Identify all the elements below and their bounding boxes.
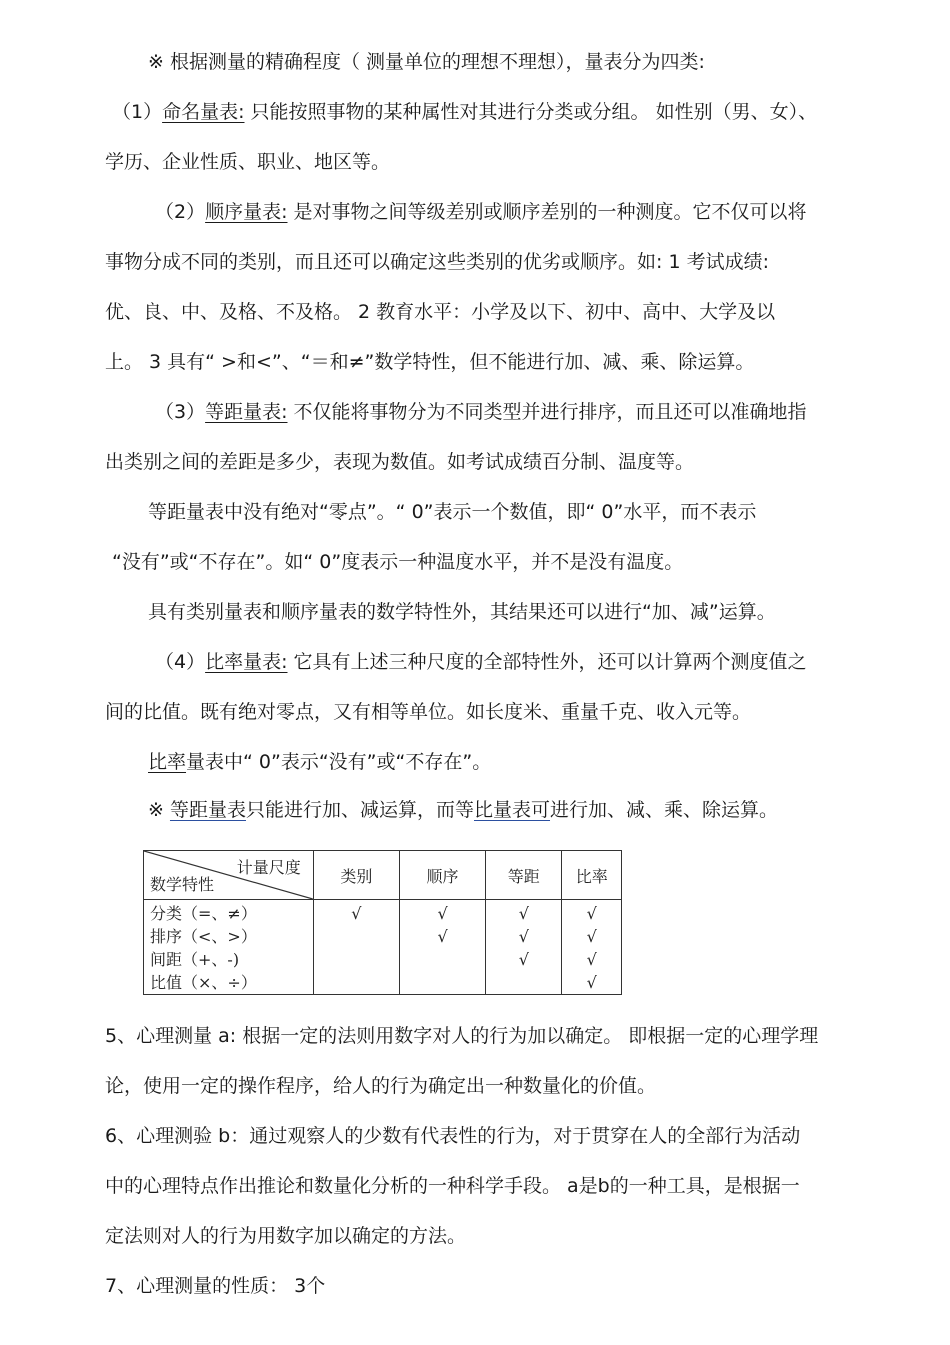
row-label: 分类（=、≠） bbox=[150, 904, 257, 923]
interval-scale-link: 等距量表 bbox=[169, 799, 246, 821]
section-6-line-3: 定法则对人的行为用数字加以确定的方法。 bbox=[105, 1225, 467, 1247]
item-number: （2） bbox=[155, 201, 206, 223]
operations-text: 只能进行加、减运算，而等 bbox=[245, 799, 474, 821]
row-labels bbox=[144, 900, 314, 995]
section-6-line: 6、心理测验 b：通过观察人的少数有代表性的行为，对于贯穿在人的全部行为活动 bbox=[105, 1125, 801, 1147]
table-header-row bbox=[144, 851, 622, 900]
check-mark: √ bbox=[518, 950, 529, 969]
ordinal-column-marks bbox=[399, 900, 485, 995]
ratio-scale-text: 它具有上述三种尺度的全部特性外，还可以计算两个测度值之 bbox=[287, 651, 807, 673]
ratio-term: 比率 bbox=[148, 751, 187, 773]
row-label: 间距（+、-) bbox=[150, 950, 240, 969]
intro-line: ※ 根据测量的精确程度（ 测量单位的理想不理想），量表分为四类: bbox=[148, 51, 705, 73]
ratio-scale-link: 比量表可 bbox=[474, 799, 551, 821]
interval-zero-line: 等距量表中没有绝对“零点”。“ 0”表示一个数值，即“ 0”水平，而不表示 bbox=[148, 501, 757, 523]
interval-property-line: 具有类别量表和顺序量表的数学特性外，其结果还可以进行“加、减”运算。 bbox=[148, 601, 776, 623]
ratio-scale-line bbox=[155, 650, 807, 674]
section-6-line-2: 中的心理特点作出推论和数量化分析的一种科学手段。 a是b的一种工具，是根据一 bbox=[105, 1175, 800, 1197]
ordinal-scale-line-4: 上。 3 具有“ >和<”、“＝和≠”数学特性，但不能进行加、减、乘、除运算。 bbox=[105, 351, 755, 373]
interval-column-marks bbox=[486, 900, 562, 995]
ratio-zero-text: 量表中“ 0”表示“没有”或“不存在”。 bbox=[186, 751, 492, 773]
check-mark: √ bbox=[437, 927, 448, 946]
check-mark: √ bbox=[518, 904, 529, 923]
section-5-line-2: 论，使用一定的操作程序，给人的行为确定出一种数量化的价值。 bbox=[105, 1075, 657, 1097]
nominal-scale-text: 只能按照事物的某种属性对其进行分类或分组。 如性别（男、女）、 bbox=[244, 101, 818, 123]
check-mark: √ bbox=[351, 904, 362, 923]
operations-text-2: 进行加、减、乘、除运算。 bbox=[550, 799, 779, 821]
interval-zero-line-2: “没有”或“不存在”。如“ 0”度表示一种温度水平，并不是没有温度。 bbox=[112, 551, 684, 573]
check-mark: √ bbox=[586, 927, 597, 946]
ratio-scale-line-2: 间的比值。既有绝对零点，又有相等单位。如长度米、重量千克、收入元等。 bbox=[105, 701, 752, 723]
check-mark: √ bbox=[437, 904, 448, 923]
ordinal-scale-text: 是对事物之间等级差别或顺序差别的一种测度。它不仅可以将 bbox=[287, 201, 807, 223]
scale-properties-table bbox=[143, 850, 622, 995]
check-mark: √ bbox=[586, 950, 597, 969]
ratio-scale-term: 比率量表: bbox=[205, 651, 288, 673]
item-number: （1） bbox=[112, 101, 163, 123]
ratio-column-marks bbox=[562, 900, 622, 995]
table-body-row bbox=[144, 900, 622, 995]
table-diagonal-header bbox=[144, 851, 314, 900]
interval-scale-line-2: 出类别之间的差距是多少，表现为数值。如考试成绩百分制、温度等。 bbox=[105, 451, 695, 473]
item-number: （4） bbox=[155, 651, 206, 673]
ratio-zero-line bbox=[148, 750, 491, 774]
ordinal-scale-line bbox=[155, 200, 807, 224]
nominal-scale-line bbox=[112, 100, 817, 124]
header-property-label: 数学特性 bbox=[150, 875, 215, 894]
interval-scale-line bbox=[155, 400, 807, 424]
ordinal-scale-line-2: 事物分成不同的类别，而且还可以确定这些类别的优劣或顺序。如: 1 考试成绩: bbox=[105, 251, 769, 273]
interval-scale-term: 等距量表: bbox=[205, 401, 288, 423]
section-7-line: 7、心理测量的性质： 3个 bbox=[105, 1275, 326, 1297]
ordinal-scale-line-3: 优、良、中、及格、不及格。 2 教育水平：小学及以下、初中、高中、大学及以 bbox=[105, 301, 776, 323]
note-mark: ※ bbox=[148, 799, 170, 821]
ordinal-scale-term: 顺序量表: bbox=[205, 201, 288, 223]
operations-note-line bbox=[148, 798, 778, 822]
column-header: 等距 bbox=[486, 851, 562, 900]
check-mark: √ bbox=[518, 927, 529, 946]
section-5-line: 5、心理测量 a: 根据一定的法则用数字对人的行为加以确定。 即根据一定的心理学理 bbox=[105, 1025, 819, 1047]
column-header: 比率 bbox=[562, 851, 622, 900]
item-number: （3） bbox=[155, 401, 206, 423]
row-label: 比值（×、÷） bbox=[150, 973, 257, 992]
column-header: 顺序 bbox=[399, 851, 485, 900]
header-scale-label: 计量尺度 bbox=[236, 858, 301, 877]
check-mark: √ bbox=[586, 973, 597, 992]
column-header: 类别 bbox=[313, 851, 399, 900]
check-mark: √ bbox=[586, 904, 597, 923]
interval-scale-text: 不仅能将事物分为不同类型并进行排序，而且还可以准确地指 bbox=[287, 401, 807, 423]
nominal-scale-term: 命名量表: bbox=[162, 101, 245, 123]
row-label: 排序（<、>） bbox=[150, 927, 257, 946]
nominal-column-marks bbox=[313, 900, 399, 995]
nominal-scale-line-2: 学历、企业性质、职业、地区等。 bbox=[105, 151, 391, 173]
